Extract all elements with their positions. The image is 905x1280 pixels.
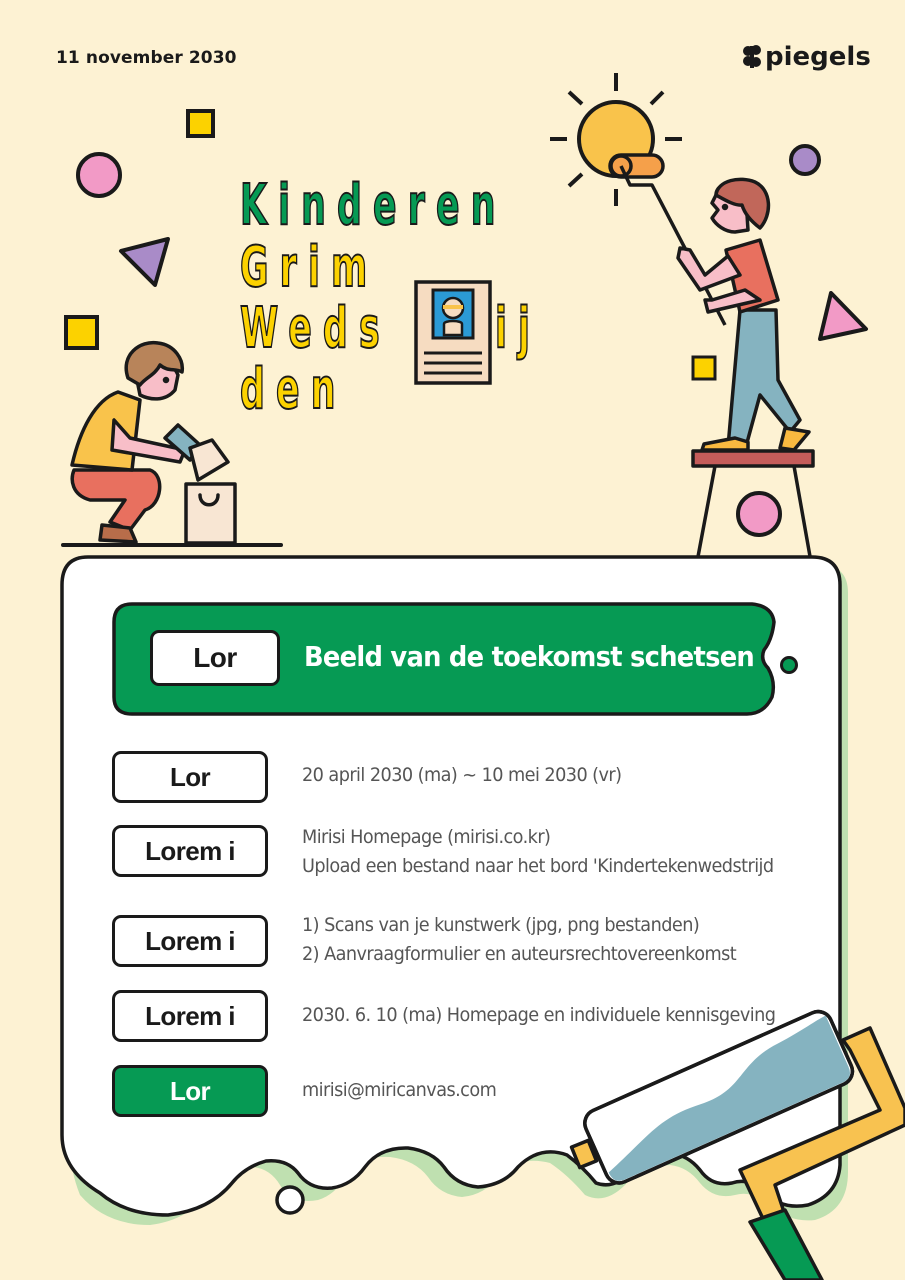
row-text-line-1: 1) Scans van je kunstwerk (jpg, png bestanden) [302, 914, 700, 936]
title-line-3a: Weds [240, 296, 391, 361]
yellow-square-shape [66, 317, 97, 348]
row-tag: Lor [112, 751, 268, 803]
row-text: 20 april 2030 (ma) ~ 10 mei 2030 (vr) [302, 764, 622, 786]
yellow-square-shape [693, 357, 715, 379]
row-text-line-2: Upload een bestand naar het bord 'Kindertekenwedstrijd [302, 855, 774, 877]
row-tag: Lorem i [112, 915, 268, 967]
row-tag-highlight: Lor [112, 1065, 268, 1117]
shopping-bag-icon [186, 484, 235, 543]
row-text-line-1: Mirisi Homepage (mirisi.co.kr) [302, 826, 551, 848]
sun-icon [550, 73, 682, 206]
banner-title: Beeld van de toekomst schetsen [304, 640, 755, 673]
date-label: 11 november 2030 [56, 48, 237, 68]
bubble-circle-shape [277, 1187, 303, 1213]
row-tag: Lorem i [112, 990, 268, 1042]
row-text: 2030. 6. 10 (ma) Homepage en individuele kennisgeving [302, 1004, 776, 1026]
row-tag: Lorem i [112, 825, 268, 877]
yellow-square-shape [188, 111, 213, 136]
brand-name: piegels [765, 42, 871, 72]
pink-circle-shape [78, 154, 120, 196]
contact-email-link[interactable]: mirisi@miricanvas.com [302, 1079, 497, 1101]
portrait-frame-icon [414, 280, 492, 385]
pink-circle-shape [738, 493, 780, 535]
banner-dot-icon [778, 654, 800, 676]
banner-tag: Lor [150, 630, 280, 686]
title-line-1: Kinderen [240, 173, 507, 238]
title-line-3b: ij [495, 296, 542, 361]
purple-circle-shape [791, 146, 819, 174]
pink-triangle-shape [820, 293, 866, 339]
title-line-2: Grim [240, 235, 379, 300]
large-paint-roller-icon [560, 1000, 905, 1280]
title-line-4: den [240, 357, 347, 422]
purple-triangle-shape [121, 239, 168, 285]
row-text-line-2: 2) Aanvraagformulier en auteursrechtovereenkomst [302, 943, 737, 965]
